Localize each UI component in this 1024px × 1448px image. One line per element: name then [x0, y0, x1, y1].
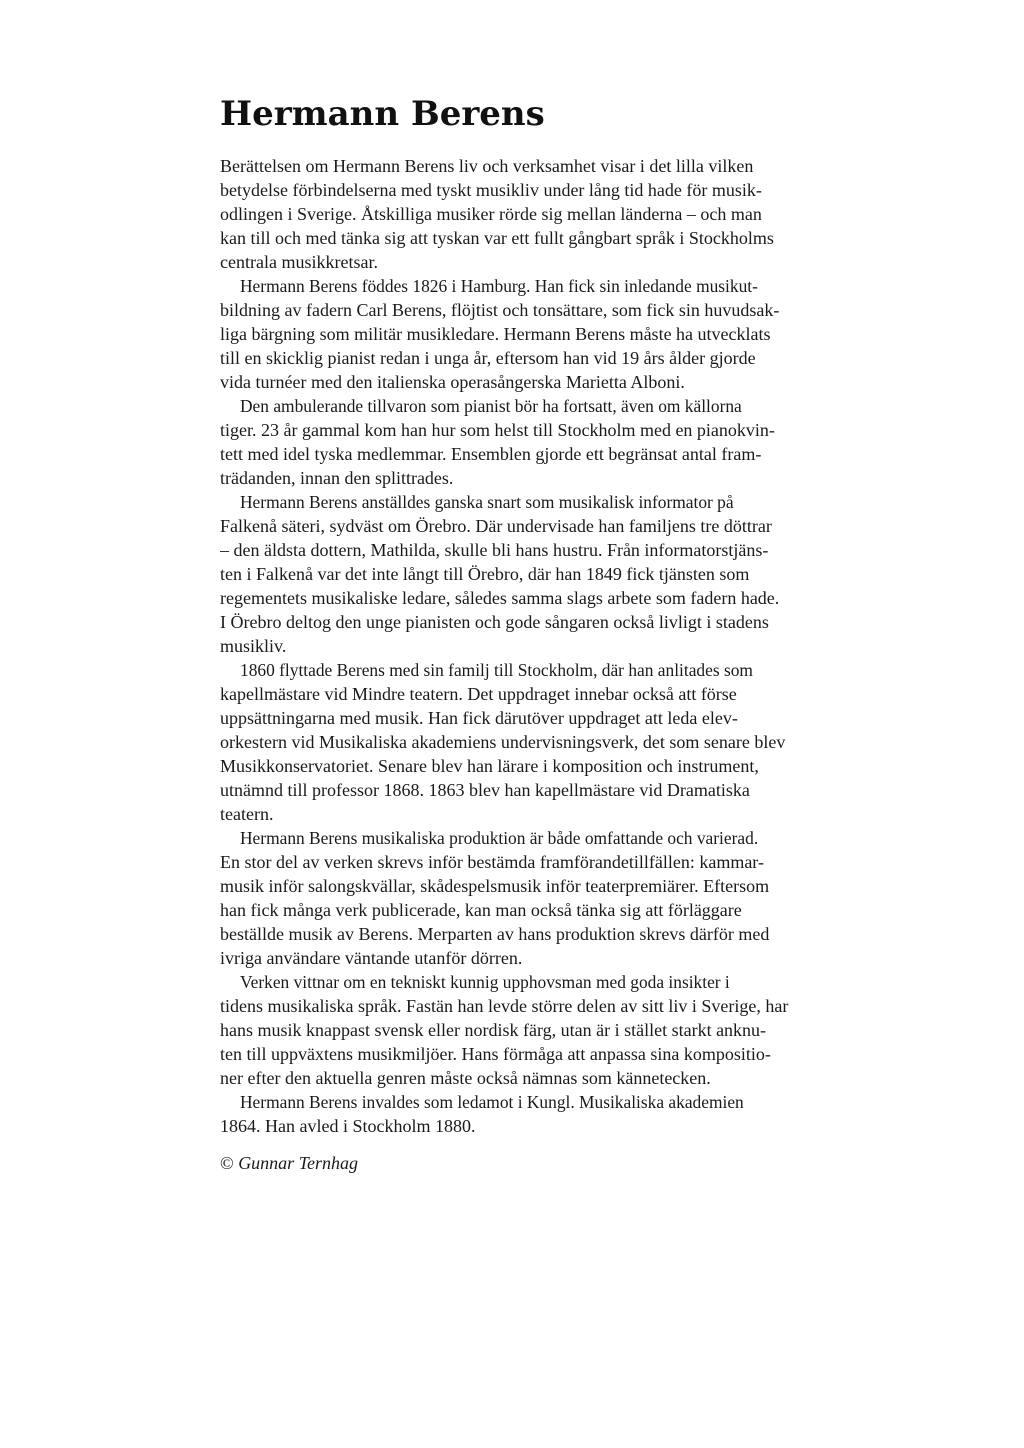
- body-text-line: Hermann Berens invaldes som ledamot i Kungl. Musikaliska akademien: [240, 1092, 744, 1112]
- body-text-line: utnämnd till professor 1868. 1863 blev han kapellmästare vid Dramatiska: [220, 780, 750, 800]
- body-text-line: En stor del av verken skrevs inför bestämda framförandetillfällen: kammar-: [220, 852, 764, 872]
- body-text-line: centrala musikkretsar.: [220, 252, 378, 272]
- body-text-line: odlingen i Sverige. Åtskilliga musiker rörde sig mellan länderna – och man: [220, 204, 762, 224]
- body-text-line: beställde musik av Berens. Merparten av hans produktion skrevs därför med: [220, 924, 770, 944]
- body-text-line: teatern.: [220, 804, 274, 824]
- body-text-line: han fick många verk publicerade, kan man också tänka sig att förläggare: [220, 900, 742, 920]
- copyright-symbol: ©: [220, 1153, 234, 1173]
- body-text-line: trädanden, innan den splittrades.: [220, 468, 454, 488]
- body-text-line: vida turnéer med den italienska operasångerska Marietta Alboni.: [220, 372, 685, 392]
- article-body: [220, 154, 816, 1138]
- body-text-line: 1860 flyttade Berens med sin familj till Stockholm, där han anlitades som: [240, 660, 753, 680]
- body-text-line: ten i Falkenå var det inte långt till Örebro, där han 1849 fick tjänsten som: [220, 564, 750, 584]
- body-text-line: tett med idel tyska medlemmar. Ensemblen gjorde ett begränsat antal fram-: [220, 444, 762, 464]
- body-text-line: betydelse förbindelserna med tyskt musikliv under lång tid hade för musik-: [220, 180, 762, 200]
- body-text-line: musikliv.: [220, 636, 287, 656]
- body-text-line: I Örebro deltog den unge pianisten och gode sångaren också livligt i stadens: [220, 612, 769, 632]
- body-text-line: musik inför salongskvällar, skådespelsmusik inför teaterpremiärer. Eftersom: [220, 876, 770, 896]
- body-text-line: kapellmästare vid Mindre teatern. Det uppdraget innebar också att förse: [220, 684, 737, 704]
- body-text-line: Den ambulerande tillvaron som pianist bör ha fortsatt, även om källorna: [240, 396, 742, 416]
- body-text-line: regementets musikaliske ledare, således samma slags arbete som fadern hade.: [220, 588, 780, 608]
- page-title: Hermann Berens: [220, 94, 545, 134]
- body-text-line: Falkenå säteri, sydväst om Örebro. Där undervisade han familjens tre döttrar: [220, 516, 772, 536]
- body-text-line: tidens musikaliska språk. Fastän han levde större delen av sitt liv i Sverige, har: [220, 996, 789, 1016]
- body-text-line: hans musik knappast svensk eller nordisk färg, utan är i stället starkt anknu-: [220, 1020, 767, 1040]
- body-text-line: tiger. 23 år gammal kom han hur som helst till Stockholm med en pianokvin-: [220, 420, 775, 440]
- body-text-line: bildning av fadern Carl Berens, flöjtist och tonsättare, som fick sin huvudsak-: [220, 300, 780, 320]
- body-text-line: Hermann Berens anställdes ganska snart som musikalisk informator på: [240, 492, 734, 512]
- body-text-line: ner efter den aktuella genren måste också nämnas som kännetecken.: [220, 1068, 711, 1088]
- body-text-line: till en skicklig pianist redan i unga år, eftersom han vid 19 års ålder gjorde: [220, 348, 756, 368]
- author-signature: [220, 1150, 358, 1176]
- body-text-line: ten till uppväxtens musikmiljöer. Hans förmåga att anpassa sina kompositio-: [220, 1044, 771, 1064]
- body-text-line: Musikkonservatoriet. Senare blev han lärare i komposition och instrument,: [220, 756, 759, 776]
- body-text-line: Hermann Berens föddes 1826 i Hamburg. Han fick sin inledande musikut-: [240, 276, 758, 296]
- body-text-line: liga bärgning som militär musikledare. Hermann Berens måste ha utvecklats: [220, 324, 771, 344]
- body-text-line: uppsättningarna med musik. Han fick därutöver uppdraget att leda elev-: [220, 708, 738, 728]
- body-text-line: – den äldsta dottern, Mathilda, skulle bli hans hustru. Från informatorstjäns-: [220, 540, 769, 560]
- body-text-line: Verken vittnar om en tekniskt kunnig upphovsman med goda insikter i: [240, 972, 730, 992]
- body-text-line: ivriga användare väntande utanför dörren.: [220, 948, 523, 968]
- author-name: Gunnar Ternhag: [238, 1153, 359, 1173]
- body-text-line: kan till och med tänka sig att tyskan var ett fullt gångbart språk i Stockholms: [220, 228, 774, 248]
- body-text-line: orkestern vid Musikaliska akademiens undervisningsverk, det som senare blev: [220, 732, 786, 752]
- body-text-line: Hermann Berens musikaliska produktion är både omfattande och varierad.: [240, 828, 759, 848]
- body-text-line: 1864. Han avled i Stockholm 1880.: [220, 1116, 476, 1136]
- body-text-line: Berättelsen om Hermann Berens liv och verksamhet visar i det lilla vilken: [220, 156, 754, 176]
